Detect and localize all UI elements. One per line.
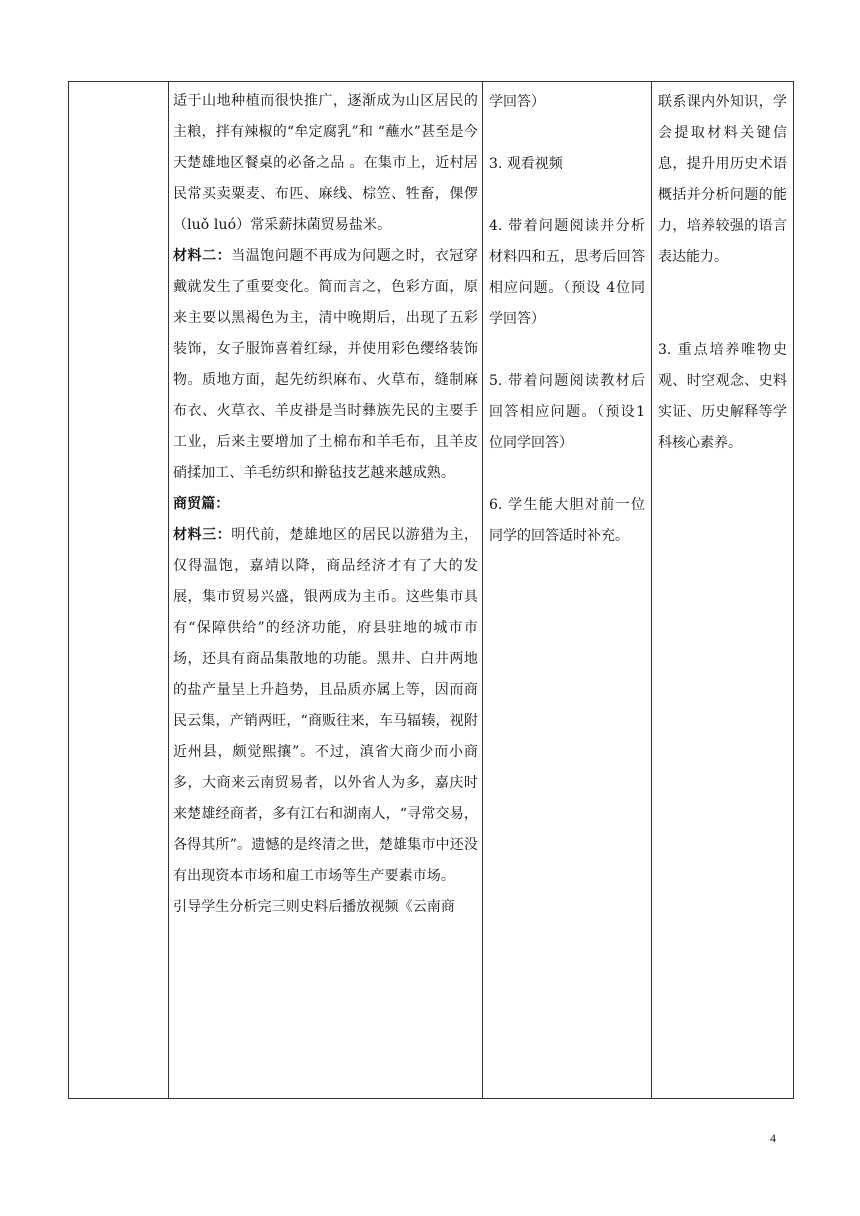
material-two <box>173 241 478 489</box>
teacher-activity-cell <box>169 82 483 1099</box>
student-activity-5: 5. 带着问题阅读教材后回答相应问题。（预设1 位同学回答） <box>489 373 645 451</box>
design-intent-3: 3. 重点培养唯物史观、时空观念、史料实证、历史解释等学科核心素养。 <box>658 342 787 451</box>
student-activity-2-end: 学回答） <box>489 94 545 110</box>
page-number: 4 <box>770 1131 776 1145</box>
student-activity-cell <box>483 82 652 1099</box>
lesson-plan-table <box>68 81 794 1099</box>
material-three-text: 明代前，楚雄地区的居民以游猎为主，仅得温饱，嘉靖以降，商品经济才有了大的发展，集市贸易兴盛，银两成为主币。这些集市具有“保障供给”的经济功能，府县驻地的城市市场，还具有商品集散地的功能。黑井、白井两地的盐产量呈上升趋势，且品质亦属上等，因而商民云集，产销两旺，“商贩往来，车马辐辏，视附近州县，颇觉熙攘”。不过，滇省大商少而小商多，大商来云南贸易者，以外省人为多，嘉庆时来楚雄经商者，多有江右和湖南人，“寻常交易，各得其所”。遗憾的是终清之世，楚雄集市中还没有出现资本市场和雇工市场等生产要素市场。 <box>173 527 478 884</box>
table-row <box>69 82 794 1099</box>
material-two-text: 当温饱问题不再成为问题之时，衣冠穿戴就发生了重要变化。简而言之，色彩方面，原来主要以黑褐色为主，清中晚期后，出现了五彩装饰，女子服饰喜着红绿，并使用彩色缨络装饰物。质地方面，起先纺织麻布、火草布，缝制麻布衣、火草衣、羊皮褂是当时彝族先民的主要手工业，后来主要增加了土棉布和羊毛布，且羊皮硝揉加工、羊毛纺织和擀毡技艺越来越成熟。 <box>173 248 478 481</box>
student-activity-6: 6. 学生能大胆对前一位同学的回答适时补充。 <box>489 497 645 544</box>
design-intent-2-end: 联系课内外知识，学会提取材料关键信息，提升用历史术语概括并分析问题的能力，培养较强的语言表达能力。 <box>658 94 787 265</box>
material-two-label: 材料二： <box>173 248 232 264</box>
student-activity-4: 4. 带着问题阅读并分析材料四和五，思考后回答相应问题。（预设 4位同学回答） <box>489 218 645 327</box>
material-three <box>173 520 478 892</box>
student-activity-3: 3. 观看视频 <box>489 156 563 172</box>
design-intent-cell <box>652 82 794 1099</box>
material-one-continuation: 适于山地种植而很快推广，逐渐成为山区居民的主粮，拌有辣椒的“牟定腐乳”和 “蘸水”甚至是今天楚雄地区餐桌的必备之品 。在集市上，近村居民常买卖粟麦、布匹、麻线、棕笠、牲畜，倮㑩（luǒ luó）常采薪抹菌贸易盐米。 <box>173 93 478 233</box>
section-heading-trade: 商贸篇： <box>173 496 230 512</box>
stage-cell <box>69 82 169 1099</box>
material-three-label: 材料三： <box>173 527 232 543</box>
guide-text: 引导学生分析完三则史料后播放视频《云南商 <box>173 899 455 915</box>
